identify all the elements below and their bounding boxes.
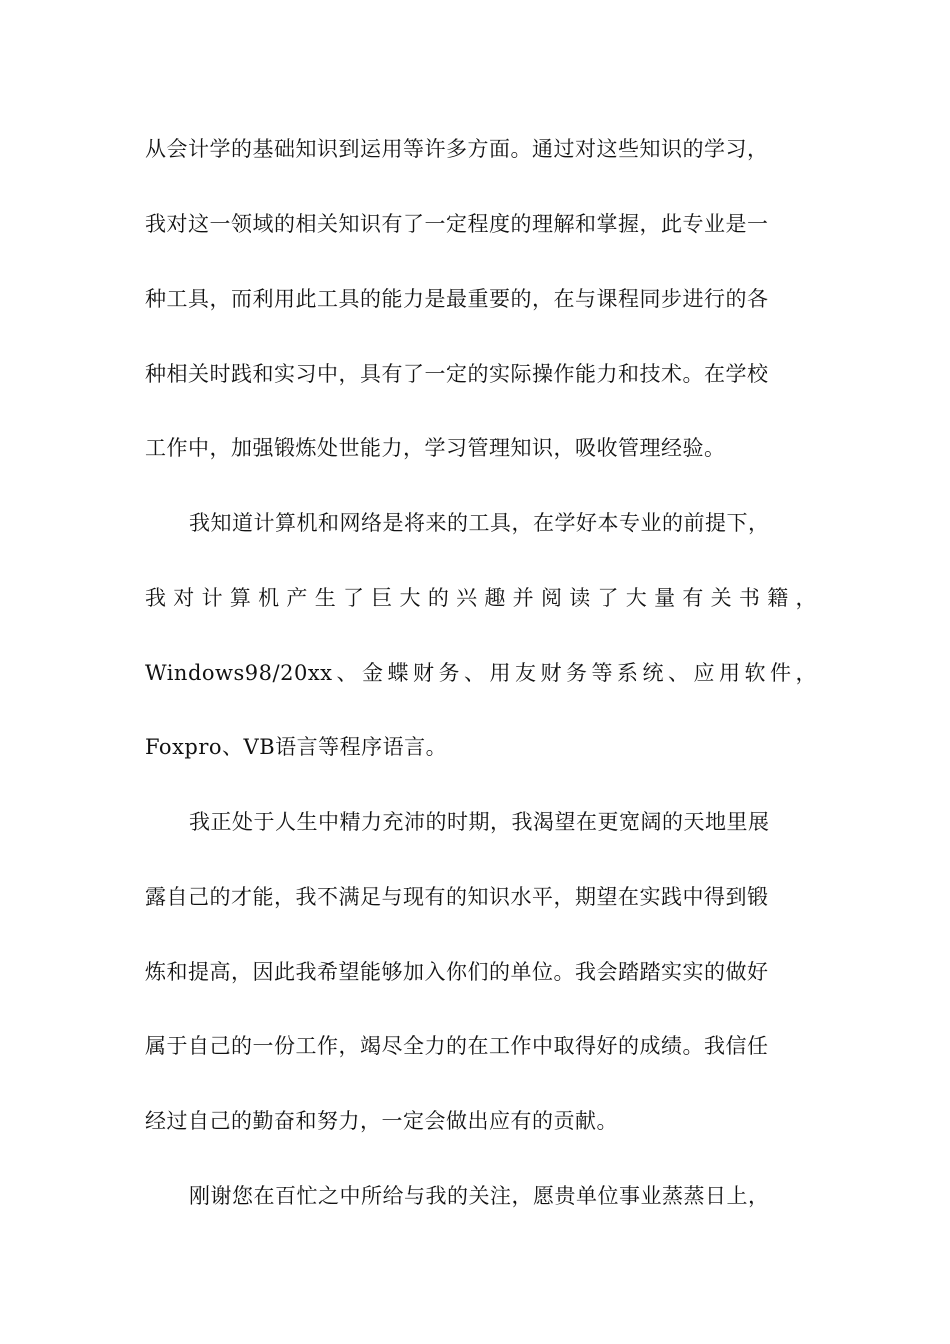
text-line: Foxpro、VB语言等程序语言。 bbox=[145, 735, 448, 759]
text-line: 从会计学的基础知识到运用等许多方面。通过对这些知识的学习， bbox=[145, 137, 769, 161]
text-line: 炼和提高，因此我希望能够加入你们的单位。我会踏踏实实的做好 bbox=[145, 960, 769, 984]
text-line: 我对计算机产生了巨大的兴趣并阅读了大量有关书籍， bbox=[145, 586, 817, 610]
text-line: 刚谢您在百忙之中所给与我的关注，愿贵单位事业蒸蒸日上， bbox=[189, 1184, 770, 1208]
text-line: 种相关时践和实习中，具有了一定的实际操作能力和技术。在学校 bbox=[145, 362, 769, 386]
text-line: 种工具，而利用此工具的能力是最重要的，在与课程同步进行的各 bbox=[145, 287, 769, 311]
text-line: Windows98/20xx、金蝶财务、用友财务等系统、应用软件， bbox=[145, 661, 817, 685]
text-line: 我对这一领域的相关知识有了一定程度的理解和掌握，此专业是一 bbox=[145, 212, 769, 236]
text-line: 经过自己的勤奋和努力，一定会做出应有的贡献。 bbox=[145, 1109, 618, 1133]
text-line: 工作中，加强锻炼处世能力，学习管理知识，吸收管理经验。 bbox=[145, 436, 726, 460]
text-line: 属于自己的一份工作，竭尽全力的在工作中取得好的成绩。我信任 bbox=[145, 1034, 769, 1058]
text-line: 我知道计算机和网络是将来的工具，在学好本专业的前提下， bbox=[189, 511, 770, 535]
text-line: 我正处于人生中精力充沛的时期，我渴望在更宽阔的天地里展 bbox=[189, 810, 770, 834]
text-line: 露自己的才能，我不满足与现有的知识水平，期望在实践中得到锻 bbox=[145, 885, 769, 909]
